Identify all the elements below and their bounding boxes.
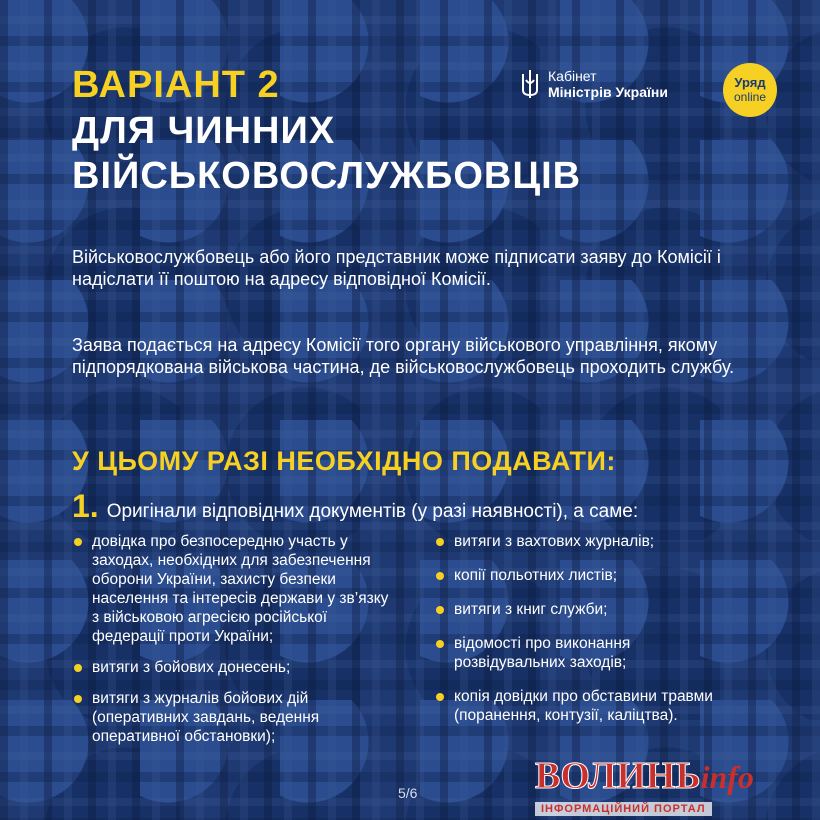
- bullet-dot-icon: [436, 640, 444, 648]
- list-item-text: копії польотних листів;: [454, 567, 618, 584]
- list-item-text: довідка про безпосередню участь у заходах, необхідних для забезпечення оборони України, захисту безпеки населення та інтересів держави у зв’язку з військовою агресією російської федерації проти України;: [92, 533, 389, 645]
- list-item-text: відомості про виконання розвідувальних заходів;: [454, 635, 631, 671]
- list-item-text: витяги з бойових донесень;: [92, 659, 291, 676]
- watermark-main: ВОЛИНЬ: [535, 755, 701, 797]
- intro-paragraph-2: Заява подається на адресу Комісії того органу військового управління, якому підпорядкована військова частина, де військовослужбовець проходить службу.: [72, 335, 735, 377]
- watermark-subtitle: ІНФОРМАЦІЙНИЙ ПОРТАЛ: [535, 802, 712, 816]
- bullet-dot-icon: [436, 572, 444, 580]
- cabinet-logo: [520, 68, 668, 100]
- list-item-1: [72, 488, 638, 525]
- list-item: [436, 634, 736, 672]
- list-item-text: витяги з книг служби;: [454, 601, 608, 618]
- brand-line-1: Кабінет: [548, 68, 597, 84]
- watermark-suffix: info: [700, 759, 754, 795]
- list-item: [436, 600, 736, 619]
- bullet-dot-icon: [436, 693, 444, 701]
- uryad-label: Уряд: [734, 75, 766, 90]
- title-line-2: ДЛЯ ЧИННИХ: [72, 110, 336, 152]
- uryad-online-logo: [723, 63, 777, 117]
- title-variant: ВАРІАНТ 2: [72, 64, 280, 106]
- bullet-dot-icon: [436, 606, 444, 614]
- left-bullet-list: [74, 532, 394, 758]
- brand-line-2: Міністрів України: [548, 84, 668, 100]
- trident-icon: [520, 68, 540, 100]
- bullet-dot-icon: [74, 695, 82, 703]
- list-item: [74, 689, 394, 746]
- title-line-3: ВІЙСЬКОВОСЛУЖБОВЦІВ: [72, 155, 582, 197]
- bullet-dot-icon: [74, 664, 82, 672]
- online-label: online: [733, 90, 767, 104]
- intro-paragraph-1: Військовослужбовець або його представник може підписати заяву до Комісії і надіслати її поштою на адресу відповідної Комісії.: [72, 247, 721, 289]
- list-item: [74, 532, 394, 646]
- volyn-info-watermark: [535, 756, 815, 816]
- list-item-text: копія довідки про обставини травми (поранення, контузії, каліцтва).: [454, 688, 713, 724]
- page-number: 5/6: [398, 785, 418, 801]
- bullet-dot-icon: [436, 538, 444, 546]
- list-item-text: витяги з журналів бойових дій (оперативних завдань, ведення оперативної обстановки);: [92, 690, 320, 745]
- item-text: Оригінали відповідних документів (у разі наявності), а саме:: [106, 501, 639, 522]
- list-item: [436, 687, 736, 725]
- list-item: [74, 658, 394, 677]
- list-item: [436, 566, 736, 585]
- bullet-dot-icon: [74, 538, 82, 546]
- right-bullet-list: [436, 532, 736, 740]
- section-heading: У ЦЬОМУ РАЗІ НЕОБХІДНО ПОДАВАТИ:: [72, 446, 616, 476]
- item-number: 1.: [72, 488, 99, 524]
- list-item-text: витяги з вахтових журналів;: [454, 533, 655, 550]
- list-item: [436, 532, 736, 551]
